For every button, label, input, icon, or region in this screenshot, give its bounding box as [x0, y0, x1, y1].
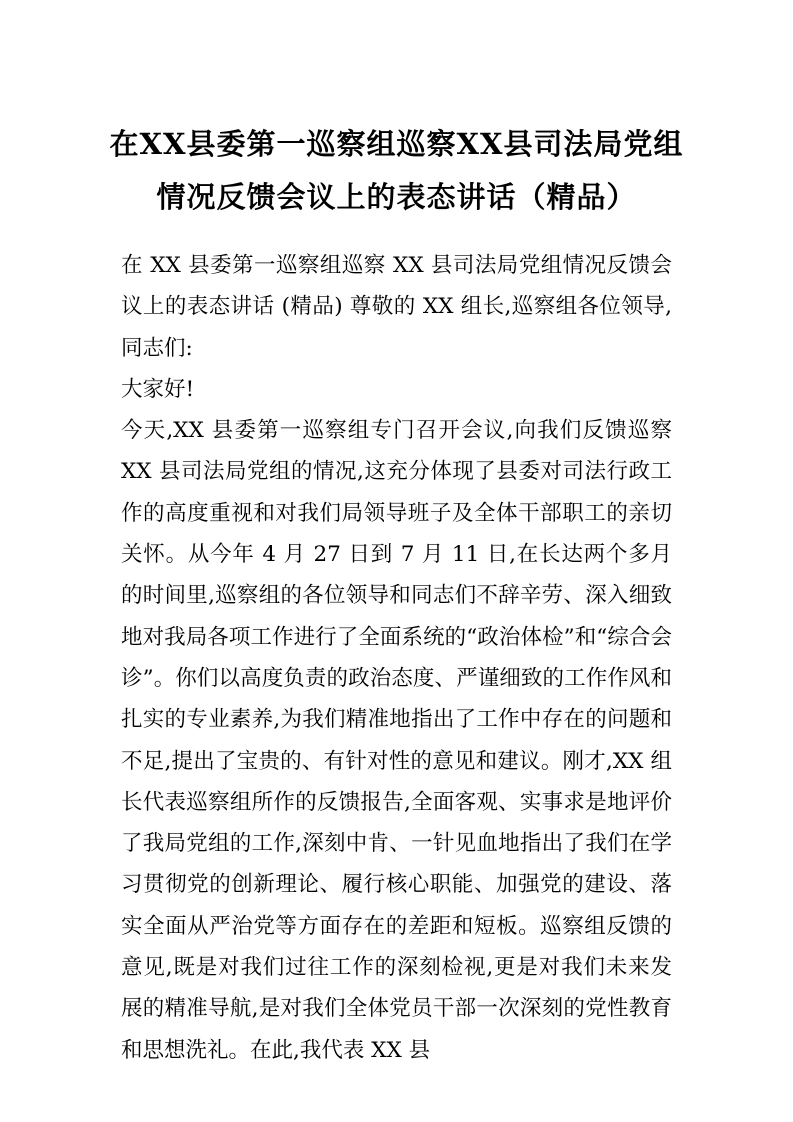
paragraph-main-text: 今天,XX 县委第一巡察组专门召开会议,向我们反馈巡察 XX 县司法局党组的情况,这充分体现了县委对司法行政工作的高度重视和对我们局领导班子及全体干部职工的亲切关怀。从今年 4 月 27 日到 7 月 11 日,在长达两个多月的时间里,巡察组的各位领导和同志们不辞辛劳、深入细致地对我局各项工作进行了全面系统的“政治体检”和“综合会诊”。你们以高度负责的政治态度、严谨细致的工作作风和扎实的专业素养,为我们精准地指出了工作中存在的问题和不足,提出了宝贵的、有针对性的意见和建议。刚才,XX 组长代表巡察组所作的反馈报告,全面客观、实事求是地评价了我局党组的工作,深刻中肯、一针见血地指出了我们在学习贯彻党的创新理论、履行核心职能、加强党的建设、落实全面从严治党等方面存在的差距和短板。巡察组反馈的意见,既是对我们过往工作的深刻检视,更是对我们未来发展的精准导航,是对我们全体党员干部一次深刻的党性教育和思想洗礼。在此,我代表 XX 县: [121, 418, 672, 1063]
document-title: 在XX县委第一巡察组巡察XX县司法局党组情况反馈会议上的表态讲话（精品）: [109, 127, 684, 214]
paragraph-greeting: 大家好!: [121, 376, 195, 402]
document-body: [121, 245, 672, 1071]
paragraph-salutation: 在 XX 县委第一巡察组巡察 XX 县司法局党组情况反馈会议上的表态讲话 (精品) 尊敬的 XX 组长,巡察组各位领导,同志们:: [121, 253, 672, 361]
